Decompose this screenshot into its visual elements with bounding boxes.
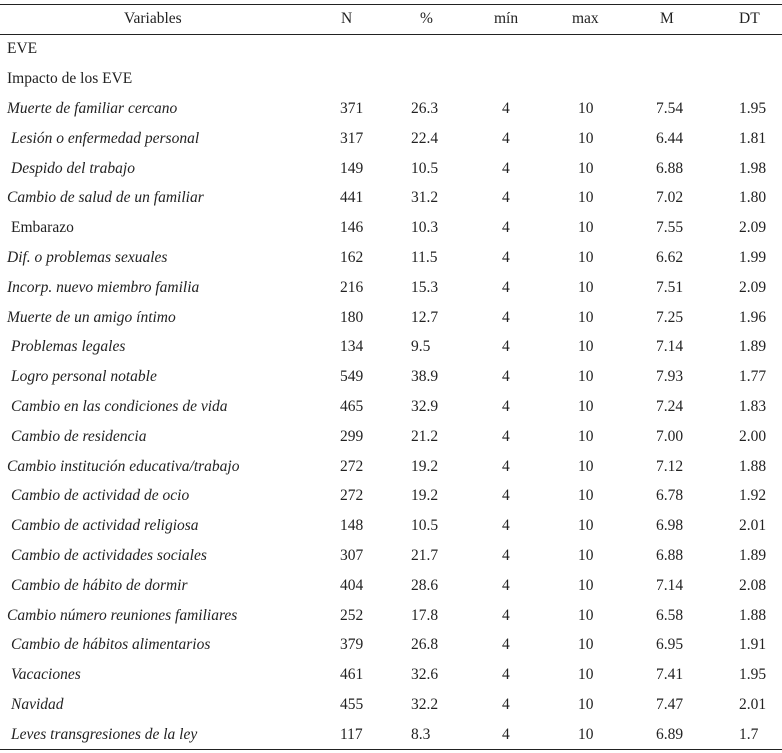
row-label: Cambio número reuniones familiares [7,606,238,624]
row-label: Despido del trabajo [11,159,135,177]
cell-m: 6.88 [656,159,684,177]
cell-pct: 8.3 [411,725,431,743]
cell-n: 252 [340,606,364,624]
header-pct: % [420,10,433,27]
cell-n: 455 [340,696,364,713]
cell-max: 10 [578,517,594,535]
table-row [0,484,782,508]
row-label: Cambio de residencia [11,427,147,445]
cell-dt: 1.96 [739,308,767,326]
cell-min: 4 [502,219,510,237]
table-row [0,276,782,300]
cell-pct: 28.6 [411,576,439,594]
cell-pct: 32.6 [411,666,439,684]
table-row [0,663,782,687]
header-m: M [660,10,674,27]
cell-dt: 1.91 [739,636,767,654]
row-label: Leves transgresiones de la ley [11,725,198,743]
cell-dt: 1.81 [739,129,767,147]
row-label: Cambio de actividad religiosa [11,517,199,535]
row-label: Dif. o problemas sexuales [7,249,168,266]
cell-max: 10 [578,725,594,743]
cell-dt: 2.01 [739,517,767,535]
table-row [0,455,782,479]
cell-max: 10 [578,249,594,266]
cell-min: 4 [502,189,510,207]
row-label: Cambio de actividades sociales [11,547,207,564]
cell-min: 4 [502,338,510,356]
cell-min: 4 [502,636,510,654]
cell-dt: 1.89 [739,338,767,356]
cell-min: 4 [502,517,510,535]
cell-n: 272 [340,457,364,475]
cell-min: 4 [502,457,510,475]
table-row [0,97,782,121]
cell-min: 4 [502,278,510,296]
section-eve-row [0,37,782,61]
cell-pct: 11.5 [411,249,438,266]
cell-m: 7.54 [656,100,684,117]
cell-pct: 19.2 [411,457,439,475]
cell-max: 10 [578,100,594,117]
cell-m: 6.88 [656,547,684,564]
header-variables: Variables [124,10,182,27]
row-label: Embarazo [11,219,74,237]
cell-min: 4 [502,427,510,445]
cell-pct: 19.2 [411,487,439,505]
header-max: max [572,10,599,27]
cell-n: 307 [340,547,364,564]
cell-m: 6.44 [656,129,684,147]
cell-m: 7.47 [656,696,684,713]
table-row [0,723,782,747]
cell-n: 216 [340,278,364,296]
table-row [0,604,782,628]
row-label: Incorp. nuevo miembro familia [7,278,200,296]
row-label: Vacaciones [11,666,81,684]
cell-dt: 1.95 [739,666,767,684]
cell-m: 6.58 [656,606,684,624]
header-row [0,7,782,31]
row-label: Lesión o enfermedad personal [11,129,200,147]
cell-min: 4 [502,100,510,117]
cell-pct: 21.2 [411,427,439,445]
row-label: Cambio en las condiciones de vida [11,398,228,415]
cell-min: 4 [502,666,510,684]
cell-m: 7.55 [656,219,684,237]
cell-max: 10 [578,487,594,505]
cell-pct: 22.4 [411,129,439,147]
cell-n: 146 [340,219,364,237]
table-row [0,693,782,717]
table-row [0,186,782,210]
table-row [0,306,782,330]
bottom-rule [0,749,782,750]
cell-min: 4 [502,159,510,177]
cell-n: 149 [340,159,364,177]
cell-n: 371 [340,100,364,117]
table-row [0,246,782,270]
cell-max: 10 [578,457,594,475]
cell-dt: 2.00 [739,427,767,445]
cell-m: 7.25 [656,308,684,326]
cell-n: 272 [340,487,364,505]
row-label: Navidad [11,696,64,713]
cell-min: 4 [502,368,510,386]
cell-dt: 1.80 [739,189,767,207]
table-row [0,127,782,151]
cell-n: 461 [340,666,364,684]
row-label: Muerte de familiar cercano [7,100,178,117]
cell-min: 4 [502,487,510,505]
row-label: Cambio de salud de un familiar [7,189,204,207]
cell-max: 10 [578,606,594,624]
cell-max: 10 [578,398,594,415]
cell-m: 6.98 [656,517,684,535]
table-row [0,395,782,419]
cell-dt: 1.89 [739,547,767,564]
cell-dt: 2.01 [739,696,767,713]
row-label: Cambio de hábitos alimentarios [11,636,211,654]
header-min: mín [494,10,519,27]
cell-m: 6.78 [656,487,684,505]
cell-pct: 26.3 [411,100,439,117]
cell-m: 7.14 [656,338,684,356]
table-row [0,544,782,568]
cell-max: 10 [578,427,594,445]
cell-min: 4 [502,308,510,326]
cell-m: 6.62 [656,249,684,266]
row-label: Cambio de actividad de ocio [11,487,190,505]
section-impacto-label: Impacto de los EVE [7,70,133,87]
cell-pct: 12.7 [411,308,439,326]
cell-min: 4 [502,576,510,594]
cell-n: 180 [340,308,364,326]
cell-max: 10 [578,219,594,237]
cell-dt: 1.98 [739,159,767,177]
cell-dt: 1.7 [739,725,759,743]
cell-dt: 2.08 [739,576,767,594]
header-n: N [341,10,353,27]
cell-max: 10 [578,338,594,356]
header-dt: DT [739,10,760,27]
cell-n: 379 [340,636,364,654]
row-label: Muerte de un amigo íntimo [7,308,176,326]
table-row [0,157,782,181]
table-row [0,514,782,538]
table-row [0,335,782,359]
row-label: Cambio de hábito de dormir [11,576,188,594]
cell-max: 10 [578,189,594,207]
cell-min: 4 [502,606,510,624]
row-label: Cambio institución educativa/trabajo [7,457,240,475]
cell-dt: 2.09 [739,278,767,296]
cell-dt: 1.95 [739,100,767,117]
cell-min: 4 [502,249,510,266]
table-row [0,365,782,389]
cell-max: 10 [578,696,594,713]
cell-m: 7.24 [656,398,684,415]
cell-n: 441 [340,189,364,207]
cell-pct: 32.2 [411,696,439,713]
row-label: Logro personal notable [11,368,157,386]
cell-m: 6.95 [656,636,684,654]
row-label: Problemas legales [11,338,126,356]
cell-dt: 1.99 [739,249,767,266]
cell-pct: 15.3 [411,278,439,296]
table-row [0,216,782,240]
cell-n: 465 [340,398,364,415]
cell-max: 10 [578,308,594,326]
cell-max: 10 [578,547,594,564]
cell-dt: 1.88 [739,457,767,475]
cell-n: 117 [340,725,363,743]
cell-pct: 26.8 [411,636,439,654]
cell-m: 7.02 [656,189,684,207]
cell-n: 299 [340,427,364,445]
cell-n: 317 [340,129,364,147]
cell-dt: 1.92 [739,487,767,505]
cell-n: 134 [340,338,364,356]
cell-dt: 1.77 [739,368,767,386]
cell-pct: 10.5 [411,517,439,535]
cell-min: 4 [502,725,510,743]
cell-pct: 9.5 [411,338,431,356]
section-eve-label: EVE [7,40,38,57]
cell-pct: 10.3 [411,219,439,237]
cell-max: 10 [578,129,594,147]
cell-min: 4 [502,696,510,713]
cell-dt: 2.09 [739,219,767,237]
section-impacto-row [0,67,782,91]
cell-m: 7.93 [656,368,684,386]
cell-m: 7.51 [656,278,684,296]
cell-m: 7.41 [656,666,684,684]
header-rule [0,34,782,35]
cell-max: 10 [578,368,594,386]
cell-min: 4 [502,398,510,415]
cell-max: 10 [578,636,594,654]
cell-n: 549 [340,368,364,386]
cell-m: 6.89 [656,725,684,743]
table-row [0,425,782,449]
cell-dt: 1.83 [739,398,767,415]
cell-pct: 10.5 [411,159,439,177]
cell-m: 7.12 [656,457,684,475]
cell-m: 7.00 [656,427,684,445]
cell-max: 10 [578,576,594,594]
cell-min: 4 [502,547,510,564]
cell-n: 162 [340,249,364,266]
cell-pct: 21.7 [411,547,439,564]
cell-max: 10 [578,278,594,296]
cell-m: 7.14 [656,576,684,594]
top-rule [0,4,782,5]
cell-n: 404 [340,576,364,594]
cell-pct: 32.9 [411,398,439,415]
cell-max: 10 [578,666,594,684]
cell-dt: 1.88 [739,606,767,624]
cell-n: 148 [340,517,364,535]
cell-min: 4 [502,129,510,147]
table-row [0,574,782,598]
cell-max: 10 [578,159,594,177]
cell-pct: 38.9 [411,368,439,386]
table-row [0,633,782,657]
cell-pct: 17.8 [411,606,439,624]
cell-pct: 31.2 [411,189,439,207]
